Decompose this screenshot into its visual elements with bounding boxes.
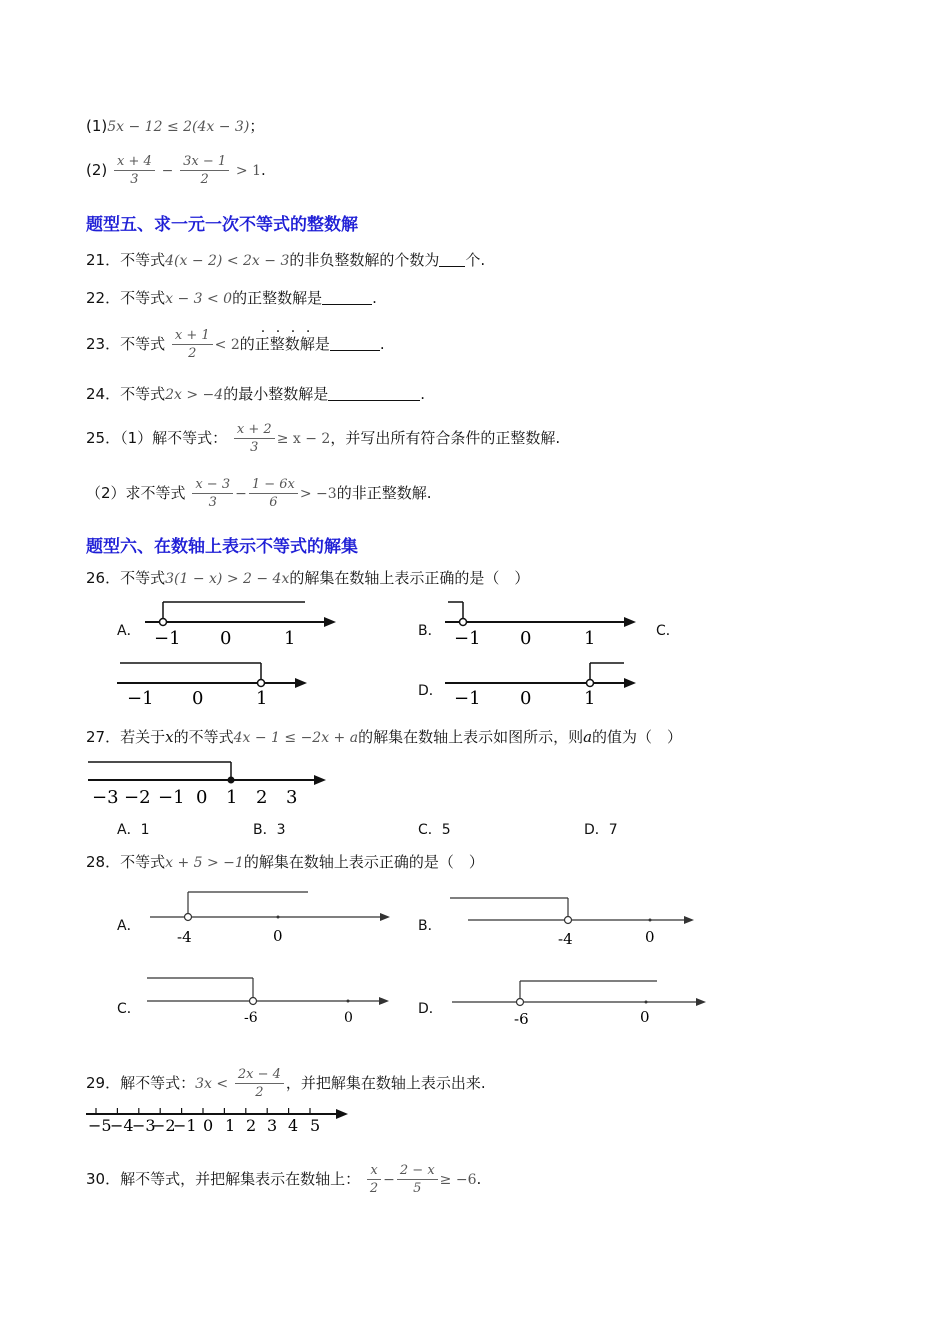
number-line-28a bbox=[148, 888, 398, 948]
question-30: 30．解不等式，并把解集表示在数轴上： $\frac{x}{2}$ − $\frac{2 - x}{5}$ ≥ −6. bbox=[86, 1163, 482, 1196]
option-b: B．3 bbox=[253, 822, 286, 838]
question-27: 27．若关于x的不等式4x − 1 ≤ −2x + a的解集在数轴上表示如图所示，则a的值为（ ） bbox=[86, 728, 683, 746]
number-line-29 bbox=[86, 1104, 356, 1138]
tick-label: −1 bbox=[454, 628, 481, 649]
fraction: $\frac{x + 4}{3}$ bbox=[114, 153, 155, 188]
number-line-28b bbox=[448, 894, 698, 952]
question-26: 26．不等式3(1 − x) > 2 − 4x的解集在数轴上表示正确的是（ ） bbox=[86, 569, 530, 587]
tick-label: 1 bbox=[584, 688, 596, 709]
tick-label: 0 bbox=[203, 1116, 214, 1135]
tick-label: -4 bbox=[558, 930, 573, 948]
tick-label: 1 bbox=[226, 787, 238, 808]
fraction: $\frac{x + 1}{2}$ bbox=[172, 327, 213, 362]
tick-label: 0 bbox=[520, 688, 532, 709]
tick-label: −1 bbox=[173, 1116, 197, 1135]
tick-label: 0 bbox=[196, 787, 208, 808]
tick-label: 2 bbox=[246, 1116, 257, 1135]
tick-label: -4 bbox=[177, 928, 192, 946]
number-line-28d bbox=[450, 978, 710, 1034]
question-28: 28．不等式x + 5 > −1的解集在数轴上表示正确的是（ ） bbox=[86, 853, 484, 871]
fraction: $\frac{x}{2}$ bbox=[367, 1162, 381, 1197]
option-d: D．7 bbox=[584, 822, 618, 838]
tick-label: 5 bbox=[310, 1116, 321, 1135]
number-line-26c bbox=[115, 659, 315, 709]
problem-2: (2) $\frac{x + 4}{3}$ − $\frac{3x - 1}{2}$ > 1. bbox=[86, 154, 266, 187]
tick-label: −5 bbox=[88, 1116, 112, 1135]
question-25-part-1: 25．（1）解不等式： $\frac{x + 2}{3}$ ≥ x − 2，并写出所有符合条件的正整数解. bbox=[86, 422, 561, 455]
problem-1: (1)5x − 12 ≤ 2(4x − 3)； bbox=[86, 117, 265, 135]
question-21: 21．不等式4(x − 2) < 2x − 3的非负整数解的个数为 个. bbox=[86, 251, 486, 269]
option-c-label: C． bbox=[117, 1001, 141, 1017]
tick-label: −2 bbox=[124, 787, 151, 808]
tick-label: 3 bbox=[286, 787, 298, 808]
option-d-label: D． bbox=[418, 683, 443, 699]
option-c-label: C． bbox=[656, 623, 680, 639]
question-22: 22．不等式x − 3 < 0的正整数解是 . bbox=[86, 289, 377, 307]
number-line-26a bbox=[140, 598, 340, 648]
fraction: $\frac{2 - x}{5}$ bbox=[397, 1162, 438, 1197]
tick-label: 0 bbox=[344, 1010, 353, 1026]
answer-blank bbox=[330, 335, 380, 351]
number-line-27 bbox=[86, 757, 336, 809]
number-line-28c bbox=[145, 974, 395, 1030]
fraction: $\frac{x + 2}{3}$ bbox=[234, 421, 275, 456]
option-b-label: B． bbox=[418, 918, 442, 934]
question-24: 24．不等式2x > −4的最小整数解是 . bbox=[86, 385, 425, 403]
answer-blank bbox=[322, 289, 372, 305]
inequality: 5x − 12 ≤ 2(4x − 3) bbox=[107, 119, 250, 135]
tick-label: 0 bbox=[220, 628, 232, 649]
fraction: $\frac{2x - 4}{2}$ bbox=[235, 1066, 284, 1101]
tick-label: −1 bbox=[154, 628, 181, 649]
tick-label: 0 bbox=[640, 1008, 650, 1026]
fraction: $\frac{x - 3}{3}$ bbox=[192, 476, 233, 511]
tick-label: 1 bbox=[584, 628, 596, 649]
option-a-label: A． bbox=[117, 623, 141, 639]
fraction: $\frac{3x - 1}{2}$ bbox=[180, 153, 229, 188]
tick-label: 4 bbox=[288, 1116, 299, 1135]
tick-label: −3 bbox=[132, 1116, 156, 1135]
tick-label: 0 bbox=[520, 628, 532, 649]
option-c: C．5 bbox=[418, 822, 451, 838]
option-d-label: D． bbox=[418, 1001, 443, 1017]
section-heading-5: 题型五、求一元一次不等式的整数解 bbox=[86, 215, 358, 235]
tick-label: 3 bbox=[267, 1116, 278, 1135]
fraction: $\frac{1 - 6x}{6}$ bbox=[249, 476, 298, 511]
tick-label: 0 bbox=[645, 928, 655, 946]
tick-label: -6 bbox=[244, 1010, 258, 1026]
tick-label: -6 bbox=[514, 1010, 529, 1028]
tick-label: 1 bbox=[225, 1116, 236, 1135]
answer-blank bbox=[439, 251, 465, 267]
tick-label: −1 bbox=[127, 688, 154, 709]
option-a: A．1 bbox=[117, 822, 150, 838]
question-23: 23．不等式 $\frac{x + 1}{2}$ < 2的正整数解是 . bbox=[86, 328, 385, 361]
tick-label: 1 bbox=[284, 628, 296, 649]
question-29: 29．解不等式：3x < $\frac{2x - 4}{2}$ ，并把解集在数轴上表示出来. bbox=[86, 1067, 486, 1100]
tick-label: 1 bbox=[256, 688, 268, 709]
tick-label: −1 bbox=[454, 688, 481, 709]
tick-label: 0 bbox=[273, 927, 283, 945]
number-line-26b bbox=[440, 598, 640, 648]
answer-blank bbox=[328, 385, 420, 401]
tick-label: 2 bbox=[256, 787, 268, 808]
tick-label: −3 bbox=[92, 787, 119, 808]
tick-label: −1 bbox=[158, 787, 185, 808]
option-a-label: A． bbox=[117, 918, 141, 934]
section-heading-6: 题型六、在数轴上表示不等式的解集 bbox=[86, 537, 358, 557]
tick-label: −2 bbox=[152, 1116, 176, 1135]
tick-label: −4 bbox=[110, 1116, 134, 1135]
tick-label: 0 bbox=[192, 688, 204, 709]
question-25-part-2: （2）求不等式 $\frac{x - 3}{3}$ − $\frac{1 - 6x}{6}$ > −3的非正整数解. bbox=[86, 477, 432, 510]
option-b-label: B． bbox=[418, 623, 442, 639]
number-line-26d bbox=[440, 659, 640, 709]
